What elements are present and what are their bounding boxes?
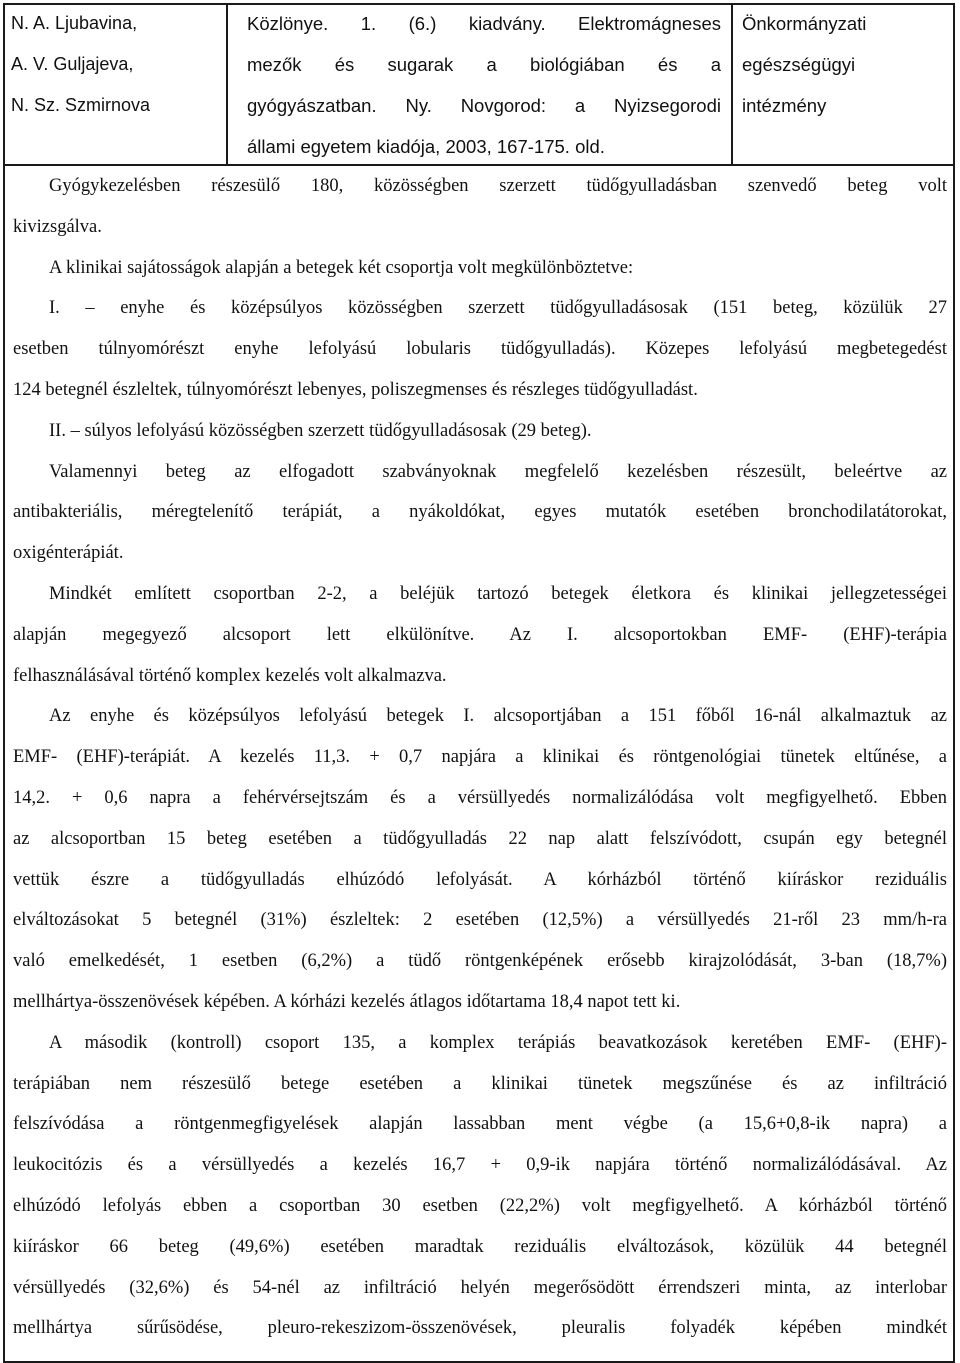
- body-line: A klinikai sajátosságok alapján a betegek két csoportja volt megkülönböztetve:: [49, 257, 634, 278]
- body-line: 124 betegnél észleltek, túlnyomórészt lebenyes, poliszegmenses és részleges tüdőgyulladást.: [13, 379, 698, 400]
- author-line: A. V. Guljajeva,: [11, 54, 134, 74]
- body-line: 14,2. + 0,6 napra a fehérvérsejtszám és a vérsüllyedés normalizálódása volt megfigyelhető. Ebben: [13, 787, 947, 808]
- source-line: mezők és sugarak a biológiában és a: [247, 54, 721, 75]
- institution-line: egészségügyi: [742, 54, 856, 75]
- body-line: esetben túlnyomórészt enyhe lefolyású lobularis tüdőgyulladás). Közepes lefolyású megbetegedést: [13, 339, 947, 360]
- body-line: Az enyhe és középsúlyos lefolyású betegek I. alcsoportjában a 151 főből 16-nál alkalmaztuk az: [49, 706, 947, 727]
- body-line: Mindkét említett csoportban 2-2, a beléjük tartozó betegek életkora és klinikai jellegzetességei: [49, 583, 947, 604]
- body-line: leukocitózis és a vérsüllyedés a kezelés 16,7 + 0,9-ik napjára történő normalizálódásával. Az: [13, 1155, 947, 1176]
- author-line: N. A. Ljubavina,: [11, 13, 138, 33]
- body-line: felhasználásával történő komplex kezelés volt alkalmazva.: [13, 665, 447, 686]
- source-line: állami egyetem kiadója, 2003, 167-175. old.: [247, 136, 605, 157]
- body-line: terápiában nem részesülő betege esetében a klinikai tünetek megszűnése és az infiltráció: [13, 1073, 947, 1094]
- source-cell: [228, 3, 733, 164]
- institution-line: Önkormányzati: [742, 13, 867, 34]
- body-line: Valamennyi beteg az elfogadott szabványoknak megfelelő kezelésben részesült, beleértve az: [49, 461, 947, 482]
- body-line: vettük észre a tüdőgyulladás elhúzódó lefolyását. A kórházból történő kiíráskor reziduális: [13, 869, 947, 890]
- body-line: antibakteriális, méregtelenítő terápiát, a nyákoldókat, egyes mutatók esetében bronchodilatátorokat,: [13, 502, 947, 523]
- body-line: mellhártya sűrűsödése, pleuro-rekeszizom-összenövések, pleuralis folyadék képében mindkét: [13, 1318, 947, 1339]
- body-line: mellhártya-összenövések képében. A kórházi kezelés átlagos időtartama 18,4 napot tett ki.: [13, 991, 681, 1012]
- body-line: A második (kontroll) csoport 135, a komplex terápiás beavatkozások keretében EMF- (EHF)-: [49, 1032, 947, 1053]
- authors-cell: [3, 3, 228, 164]
- institution-line: intézmény: [742, 95, 827, 116]
- institution-cell: [733, 3, 955, 164]
- body-line: oxigénterápiát.: [13, 543, 124, 564]
- body-line: az alcsoportban 15 beteg esetében a tüdőgyulladás 22 nap alatt felszívódott, csupán egy betegnél: [13, 828, 947, 849]
- author-line: N. Sz. Szmirnova: [11, 95, 151, 115]
- body-line: alapján megegyező alcsoport lett elkülönítve. Az I. alcsoportokban EMF- (EHF)-terápia: [13, 624, 947, 645]
- body-line: I. – enyhe és középsúlyos közösségben szerzett tüdőgyulladásosak (151 beteg, közülük 27: [49, 298, 947, 319]
- body-line: kiíráskor 66 beteg (49,6%) esetében maradtak reziduális elváltozások, közülük 44 betegnél: [13, 1236, 947, 1257]
- body-line: elhúzódó lefolyás ebben a csoportban 30 esetben (22,2%) volt megfigyelhető. A kórházból történő: [13, 1195, 947, 1216]
- body-line: kivizsgálva.: [13, 216, 102, 237]
- article-body: [13, 166, 947, 1349]
- reference-header-table: [3, 3, 955, 166]
- body-line: II. – súlyos lefolyású közösségben szerzett tüdőgyulladásosak (29 beteg).: [49, 420, 592, 441]
- body-line: Gyógykezelésben részesülő 180, közösségben szerzett tüdőgyulladásban szenvedő beteg volt: [49, 176, 947, 196]
- body-line: EMF- (EHF)-terápiát. A kezelés 11,3. + 0,7 napjára a klinikai és röntgenológiai tünetek eltűnése, a: [13, 747, 947, 768]
- source-line: Közlönye. 1. (6.) kiadvány. Elektromágneses: [247, 13, 721, 34]
- body-line: való emelkedését, 1 esetben (6,2%) a tüdő röntgenképének erősebb kirajzolódását, 3-ban (18,7%): [13, 951, 947, 972]
- body-line: felszívódása a röntgenmegfigyelések alapján lassabban ment végbe (a 15,6+0,8-ik napra) a: [13, 1114, 947, 1135]
- body-line: vérsüllyedés (32,6%) és 54-nél az infiltráció helyén megerősödött érrendszeri minta, az interlobar: [13, 1277, 947, 1298]
- source-line: gyógyászatban. Ny. Novgorod: a Nyizsegorodi: [247, 95, 721, 116]
- body-line: elváltozásokat 5 betegnél (31%) észleltek: 2 esetében (12,5%) a vérsüllyedés 21-ről 23 mm/h-ra: [13, 910, 947, 931]
